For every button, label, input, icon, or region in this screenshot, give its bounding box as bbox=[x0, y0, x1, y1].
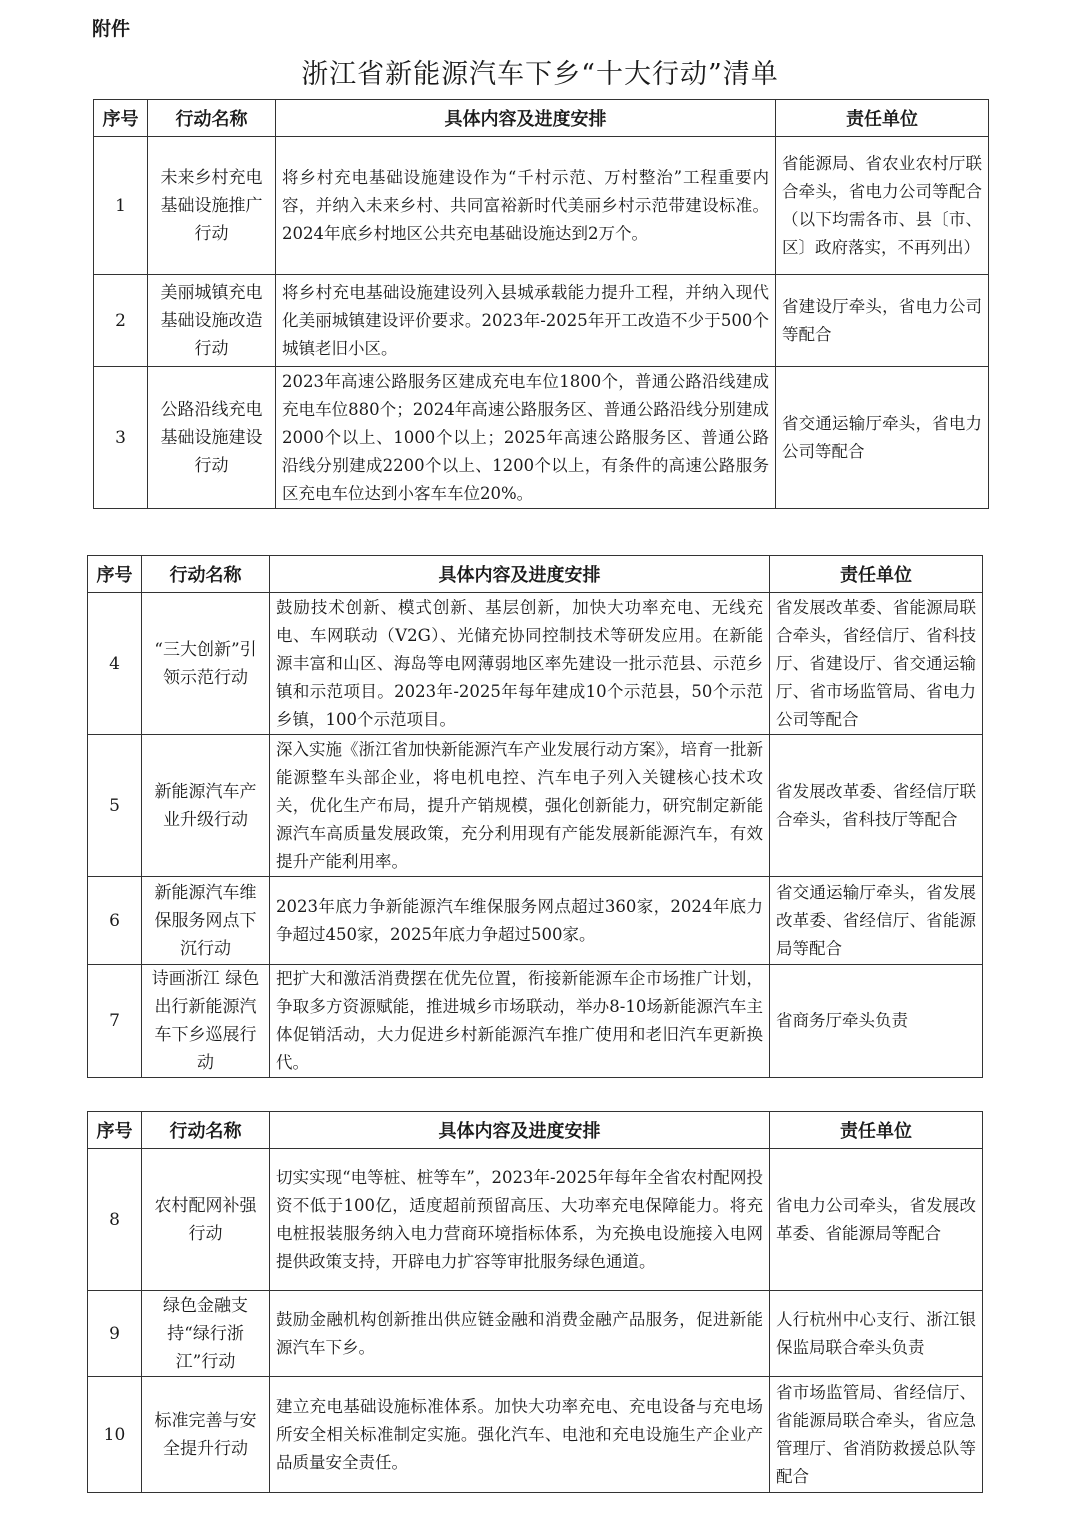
header-no: 序号 bbox=[88, 1112, 142, 1149]
header-content: 具体内容及进度安排 bbox=[270, 1112, 770, 1149]
row-name: 绿色金融支持“绿行浙江”行动 bbox=[142, 1291, 270, 1377]
row-unit: 省发展改革委、省能源局联合牵头，省经信厅、省科技厅、省建设厅、省交通运输厅、省市场监管局、省电力公司等配合 bbox=[770, 593, 983, 735]
row-name: 标准完善与安全提升行动 bbox=[142, 1377, 270, 1493]
attachment-label: 附件 bbox=[92, 18, 131, 40]
header-no: 序号 bbox=[88, 556, 142, 593]
row-no: 4 bbox=[88, 593, 142, 735]
row-unit: 省交通运输厅牵头，省发展改革委、省经信厅、省能源局等配合 bbox=[770, 877, 983, 965]
header-unit: 责任单位 bbox=[776, 100, 989, 137]
row-no: 3 bbox=[94, 367, 148, 509]
row-content: 2023年高速公路服务区建成充电车位1800个，普通公路沿线建成充电车位880个；2024年高速公路服务区、普通公路沿线分别建成2000个以上、1000个以上；2025年高速公路服务区、普通公路沿线分别建成2200个以上、1200个以上，有条件的高速公路服务区充电车位达到小客车车位20%。 bbox=[276, 367, 776, 509]
table-header-row bbox=[88, 1112, 983, 1149]
action-table-part-1 bbox=[93, 99, 989, 509]
header-no: 序号 bbox=[94, 100, 148, 137]
row-content: 建立充电基础设施标准体系。加快大功率充电、充电设备与充电场所安全相关标准制定实施。强化汽车、电池和充电设施生产企业产品质量安全责任。 bbox=[270, 1377, 770, 1493]
header-content: 具体内容及进度安排 bbox=[276, 100, 776, 137]
row-content: 将乡村充电基础设施建设作为“千村示范、万村整治”工程重要内容，并纳入未来乡村、共同富裕新时代美丽乡村示范带建设标准。2024年底乡村地区公共充电基础设施达到2万个。 bbox=[276, 137, 776, 275]
table-header-row bbox=[88, 556, 983, 593]
row-unit: 省电力公司牵头，省发展改革委、省能源局等配合 bbox=[770, 1149, 983, 1291]
row-no: 8 bbox=[88, 1149, 142, 1291]
row-content: 切实实现“电等桩、桩等车”，2023年-2025年每年全省农村配网投资不低于100亿，适度超前预留高压、大功率充电保障能力。将充电桩报装服务纳入电力营商环境指标体系，为充换电设施接入电网提供政策支持，开辟电力扩容等审批服务绿色通道。 bbox=[270, 1149, 770, 1291]
row-unit: 省建设厅牵头，省电力公司等配合 bbox=[776, 275, 989, 367]
row-unit: 省发展改革委、省经信厅联合牵头，省科技厅等配合 bbox=[770, 735, 983, 877]
row-unit: 省交通运输厅牵头，省电力公司等配合 bbox=[776, 367, 989, 509]
row-no: 5 bbox=[88, 735, 142, 877]
row-content: 将乡村充电基础设施建设列入县城承载能力提升工程，并纳入现代化美丽城镇建设评价要求。2023年-2025年开工改造不少于500个城镇老旧小区。 bbox=[276, 275, 776, 367]
row-content: 鼓励技术创新、模式创新、基层创新，加快大功率充电、无线充电、车网联动（V2G）、光储充协同控制技术等研发应用。在新能源丰富和山区、海岛等电网薄弱地区率先建设一批示范县、示范乡镇和示范项目。2023年-2025年每年建成10个示范县，50个示范乡镇，100个示范项目。 bbox=[270, 593, 770, 735]
table-header-row bbox=[94, 100, 989, 137]
row-name: “三大创新”引领示范行动 bbox=[142, 593, 270, 735]
header-unit: 责任单位 bbox=[770, 556, 983, 593]
table-row bbox=[88, 1377, 983, 1493]
row-name: 未来乡村充电基础设施推广行动 bbox=[148, 137, 276, 275]
table-row bbox=[88, 1291, 983, 1377]
action-table-part-2 bbox=[87, 555, 983, 1078]
row-no: 9 bbox=[88, 1291, 142, 1377]
row-content: 鼓励金融机构创新推出供应链金融和消费金融产品服务，促进新能源汽车下乡。 bbox=[270, 1291, 770, 1377]
table-row bbox=[88, 965, 983, 1078]
action-table-part-3 bbox=[87, 1111, 983, 1493]
row-no: 2 bbox=[94, 275, 148, 367]
table-row bbox=[94, 275, 989, 367]
row-no: 7 bbox=[88, 965, 142, 1078]
table-row bbox=[88, 877, 983, 965]
table-row bbox=[88, 735, 983, 877]
row-unit: 人行杭州中心支行、浙江银保监局联合牵头负责 bbox=[770, 1291, 983, 1377]
row-name: 公路沿线充电基础设施建设行动 bbox=[148, 367, 276, 509]
row-no: 10 bbox=[88, 1377, 142, 1493]
row-unit: 省市场监管局、省经信厅、省能源局联合牵头，省应急管理厅、省消防救援总队等配合 bbox=[770, 1377, 983, 1493]
row-unit: 省商务厅牵头负责 bbox=[770, 965, 983, 1078]
row-content: 把扩大和激活消费摆在优先位置，衔接新能源车企市场推广计划，争取多方资源赋能，推进城乡市场联动，举办8-10场新能源汽车主体促销活动，大力促进乡村新能源汽车推广使用和老旧汽车更新换代。 bbox=[270, 965, 770, 1078]
header-name: 行动名称 bbox=[148, 100, 276, 137]
row-name: 美丽城镇充电基础设施改造行动 bbox=[148, 275, 276, 367]
header-content: 具体内容及进度安排 bbox=[270, 556, 770, 593]
row-content: 2023年底力争新能源汽车维保服务网点超过360家，2024年底力争超过450家，2025年底力争超过500家。 bbox=[270, 877, 770, 965]
row-no: 6 bbox=[88, 877, 142, 965]
table-row bbox=[94, 367, 989, 509]
row-unit: 省能源局、省农业农村厅联合牵头，省电力公司等配合（以下均需各市、县〔市、区〕政府落实，不再列出） bbox=[776, 137, 989, 275]
row-name: 农村配网补强行动 bbox=[142, 1149, 270, 1291]
table-row bbox=[88, 1149, 983, 1291]
row-content: 深入实施《浙江省加快新能源汽车产业发展行动方案》，培育一批新能源整车头部企业，将电机电控、汽车电子列入关键核心技术攻关，优化生产布局，提升产销规模，强化创新能力，研究制定新能源汽车高质量发展政策，充分利用现有产能发展新能源汽车，有效提升产能利用率。 bbox=[270, 735, 770, 877]
table-row bbox=[88, 593, 983, 735]
row-no: 1 bbox=[94, 137, 148, 275]
header-name: 行动名称 bbox=[142, 556, 270, 593]
row-name: 新能源汽车产业升级行动 bbox=[142, 735, 270, 877]
row-name: 诗画浙江 绿色出行新能源汽车下乡巡展行动 bbox=[142, 965, 270, 1078]
document-title: 浙江省新能源汽车下乡“十大行动”清单 bbox=[301, 59, 779, 90]
header-unit: 责任单位 bbox=[770, 1112, 983, 1149]
header-name: 行动名称 bbox=[142, 1112, 270, 1149]
table-row bbox=[94, 137, 989, 275]
row-name: 新能源汽车维保服务网点下沉行动 bbox=[142, 877, 270, 965]
